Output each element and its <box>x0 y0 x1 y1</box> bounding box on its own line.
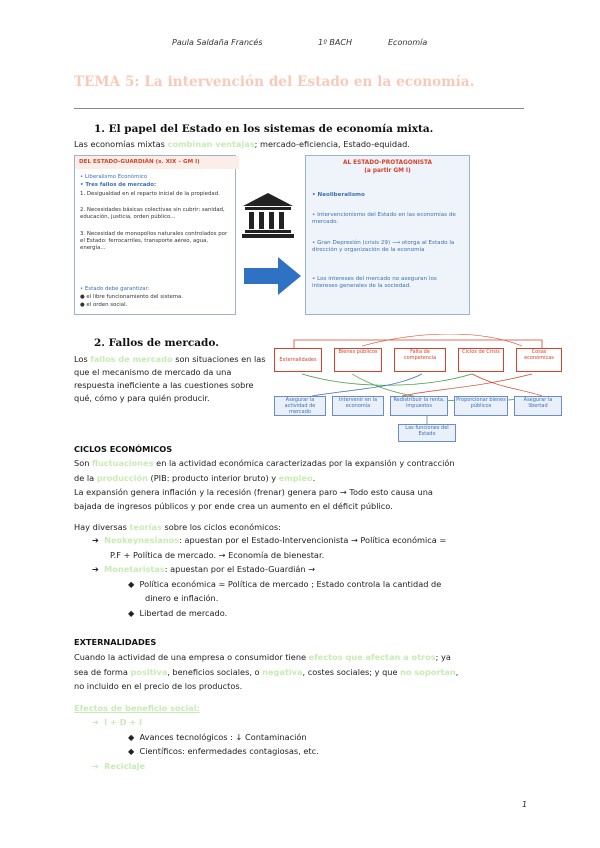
ciclos-line-5: Hay diversas teorías sobre los ciclos económicos: <box>74 522 281 532</box>
rb-item-1: • Intervencionismo del Estado en las economías de mercado. <box>312 212 456 226</box>
ciclos-line-1: Son fluctuaciones en la actividad económica caracterizadas por la expansión y contracción <box>74 458 455 468</box>
lb-num-0: 1. Desigualdad en el reparto inicial de la propiedad. <box>80 191 220 197</box>
lb-num-2: 3. Necesidad de monopolios naturales controlados por el Estado: ferrocarriles, transporte aéreo, agua, energía... <box>80 231 228 251</box>
ext-subheading: Efectos de beneficio social: <box>74 703 200 713</box>
diagram-top-3: Ciclos de Crisis <box>458 348 504 372</box>
externalidades-heading: EXTERNALIDADES <box>74 637 157 647</box>
arrow-icon: ➔ <box>92 761 99 771</box>
diagram-top-2: Falta de competencia <box>394 348 446 372</box>
diamond-bullet-icon: ◆ <box>128 732 135 742</box>
lb-footer-2: ● el orden social. <box>80 302 128 308</box>
diamond-bullet-icon: ◆ <box>128 579 135 589</box>
ciclos-heading: CICLOS ECONÓMICOS <box>74 444 173 454</box>
header-course: 1º BACH <box>318 38 352 47</box>
monetaristas-sub-1-cont: dinero e inflación. <box>145 593 219 603</box>
ext-line-1: Cuando la actividad de una empresa o consumidor tiene efectos que afectan a otros; ya <box>74 652 451 662</box>
ext-line-2: sea de forma positiva, beneficios sociales, o negativa, costes sociales; y que no soportan, <box>74 667 459 677</box>
lb-num-1: 2. Necesidades básicas colectivas sin cubrir: sanidad, educación, justicia, orden público... <box>80 207 225 220</box>
diagram-bottom-2: Redistribuir la renta, impuestos <box>390 396 448 416</box>
header-subject: Economía <box>388 38 428 47</box>
rb-item-0: • Neoliberalismo <box>312 192 365 198</box>
neokeynesianos-item: ➔ Neokeynesianos: apuestan por el Estado-Intervencionista → Política económica = <box>92 535 447 545</box>
diagram-bottom-1: Intervenir en la economía <box>332 396 384 416</box>
diagram-center: Las funciones del Estado <box>398 424 456 442</box>
page-number: 1 <box>522 800 528 809</box>
neokeynesianos-cont: P.F + Política de mercado. → Economía de bienestar. <box>110 550 325 560</box>
arrow-icon: ➔ <box>92 564 99 574</box>
estado-guardian-box <box>74 155 236 315</box>
monetaristas-sub-1: ◆ Política económica = Política de mercado ; Estado controla la cantidad de <box>128 579 442 589</box>
arrow-icon: ➔ <box>92 535 99 545</box>
header-author: Paula Saldaña Francés <box>172 38 263 47</box>
monetaristas-item: ➔ Monetaristas: apuestan por el Estado-Guardián → <box>92 564 316 574</box>
ciclos-line-3: La expansión genera inflación y la recesión (frenar) genera paro → Todo esto causa una <box>74 487 433 497</box>
ciclos-line-4: bajada de ingresos públicos y por ende crea un aumento en el déficit público. <box>74 501 393 511</box>
bank-icon <box>241 190 296 240</box>
ext-bullet-1: ◆ Avances tecnológicos : ↓ Contaminación <box>128 732 307 742</box>
diagram-bottom-3: Proporcionar bienes públicos <box>454 396 508 416</box>
estado-protagonista-box <box>305 155 470 315</box>
section2-heading: 2. Fallos de mercado. <box>94 337 219 349</box>
estado-guardian-title: DEL ESTADO-GUARDIÁN (s. XIX – GM I) <box>75 156 239 169</box>
diamond-bullet-icon: ◆ <box>128 746 135 756</box>
section1-heading: 1. El papel del Estado en los sistemas de economía mixta. <box>94 123 434 135</box>
fallos-diagram <box>272 334 562 444</box>
estado-protagonista-title: AL ESTADO-PROTAGONISTA (a partir GM I) <box>342 160 433 174</box>
lb-footer-0: • Estado debe garantizar: <box>80 286 150 292</box>
lb-item-1: • Tres fallos de mercado: <box>80 182 157 188</box>
section2-paragraph: Los fallos de mercado son situaciones en las que el mecanismo de mercado da una respuesta ineficiente a las cuestiones sobre qué, cómo y para quién producir. <box>74 354 266 403</box>
ext-idi-item: ➔ I + D + I <box>92 717 143 727</box>
ext-bullet-2: ◆ Científicos: enfermedades contagiosas, etc. <box>128 746 319 756</box>
diagram-bottom-4: Asegurar la libertad <box>514 396 562 416</box>
page-title: TEMA 5: La intervención del Estado en la economía. <box>74 74 475 90</box>
ext-reciclaje-item: ➔ Reciclaje <box>92 761 146 771</box>
section1-intro: Las economías mixtas combinan ventajas; mercado-eficiencia, Estado-equidad. <box>74 139 410 149</box>
diagram-top-1: Bienes públicos <box>334 348 382 372</box>
monetaristas-sub-2: ◆ Libertad de mercado. <box>128 608 228 618</box>
rb-item-3: • Los intereses del mercado no aseguran los intereses generales de la sociedad. <box>312 276 437 290</box>
transition-arrow-icon <box>244 256 302 296</box>
title-divider <box>74 108 524 109</box>
lb-item-0: • Liberalismo Económico <box>80 174 148 180</box>
diagram-top-0: Externalidades <box>274 348 322 372</box>
ciclos-line-2: de la producción (PIB: producto interior bruto) y empleo. <box>74 473 316 483</box>
lb-footer-1: ● el libre funcionamiento del sistema. <box>80 294 184 300</box>
diagram-top-4: Cosas económicas <box>516 348 562 372</box>
diamond-bullet-icon: ◆ <box>128 608 135 618</box>
arrow-icon: ➔ <box>92 717 99 727</box>
rb-item-2: • Gran Depresión (crisis 29) ⟶ otorga al Estado la dirección y organización de la economía <box>312 240 455 254</box>
diagram-bottom-0: Asegurar la actividad de mercado <box>274 396 326 416</box>
ext-line-3: no incluido en el precio de los productos. <box>74 681 243 691</box>
